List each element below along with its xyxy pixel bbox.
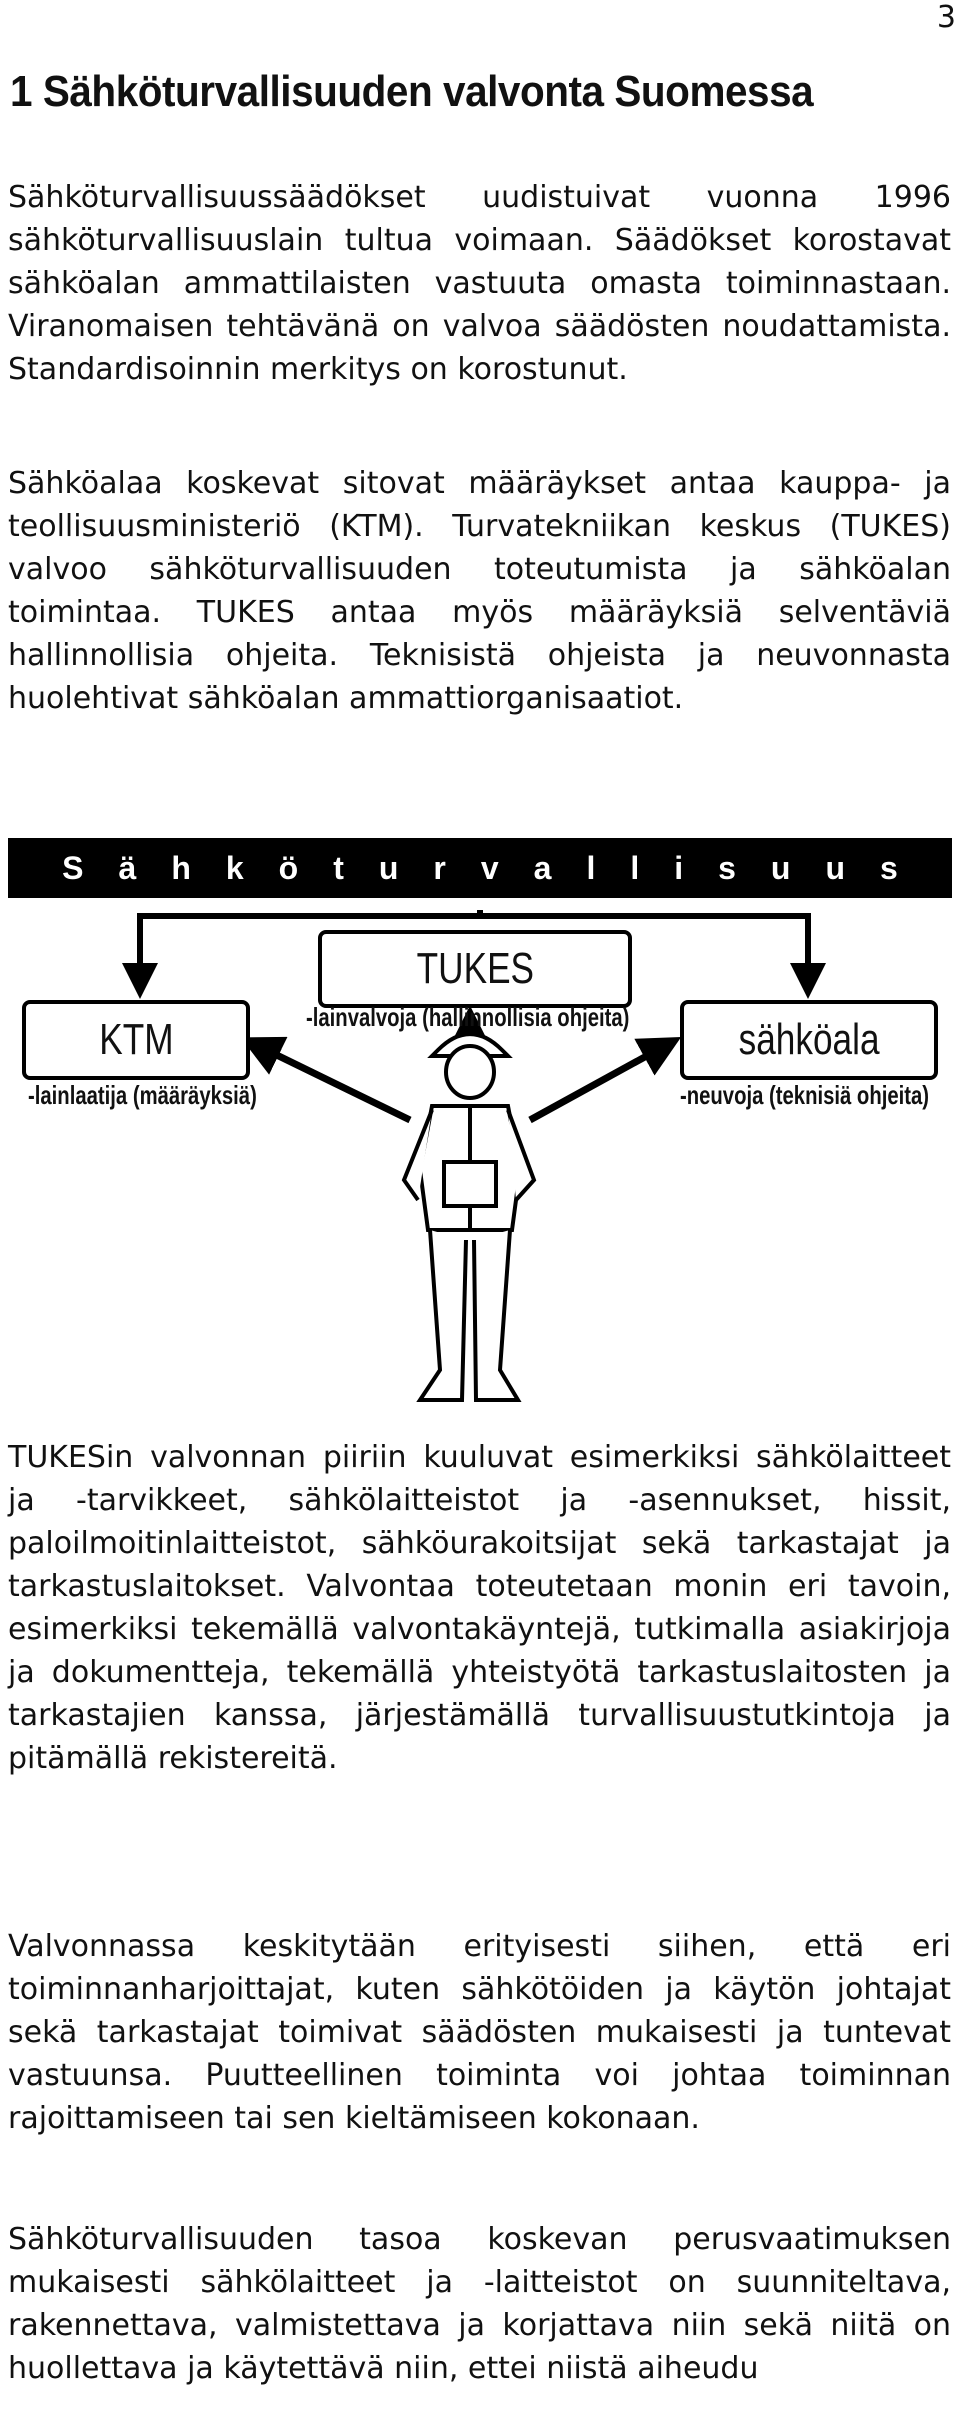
paragraph-supervision-focus: Valvonnassa keskitytään erityisesti siihen, että eri toiminnanharjoittajat, kuten sähkötöiden ja käytön johtajat sekä tarkastajat toimivat säädösten mukaisesti ja tuntevat vastuunsa. Puutteellinen toiminta voi johtaa toiminnan rajoittamiseen tai sen kieltämiseen kokonaan. [8, 1929, 951, 2136]
paragraph-authorities: Sähköalaa koskevat sitovat määräykset antaa kauppa- ja teollisuusministeriö (KTM). Turvatekniikan keskus (TUKES) valvoo sähköturvallisuuden toteutumista ja sähköalan toimintaa. TUKES antaa myös määräyksiä selventäviä hallinnollisia ohjeita. Teknisistä ohjeista ja neuvonnasta huolehtivat sähköalan ammattiorganisaatiot. [8, 466, 951, 716]
diagram-banner: Sähköturvallisuus [8, 838, 952, 898]
arrow-person-ktm [250, 1042, 410, 1120]
paragraph-basic-requirement: Sähköturvallisuuden tasoa koskevan perusvaatimuksen mukaisesti sähkölaitteet ja -laitteistot on suunniteltava, rakennettava, valmistettava ja korjattava niin sekä niitä on huollettava ja käytettävä niin, ettei niistä aiheudu [8, 2222, 951, 2386]
ktm-label: KTM [98, 1015, 174, 1064]
electrical-safety-diagram [0, 900, 960, 1420]
sahkoala-box [680, 1000, 938, 1080]
sahkoala-label: sähköala [738, 1015, 880, 1064]
arrow-person-sahkoala [530, 1042, 672, 1120]
worker-figure [404, 1034, 534, 1400]
sahkoala-role: -neuvoja (teknisiä ohjeita) [680, 1080, 930, 1110]
ktm-role: -lainlaatija (määräyksiä) [28, 1080, 257, 1110]
tukes-box [318, 930, 632, 1008]
page-number: 3 [936, 0, 956, 35]
ktm-box [22, 1000, 250, 1080]
chapter-heading: 1 Sähköturvallisuuden valvonta Suomessa [10, 67, 814, 116]
tukes-role: -lainvalvoja (hallinnollisia ohjeita) [306, 1002, 630, 1032]
tukes-label: TUKES [416, 944, 534, 993]
paragraph-intro: Sähköturvallisuussäädökset uudistuivat vuonna 1996 sähköturvallisuuslain tultua voimaan. Säädökset korostavat sähköalan ammattilaisten vastuuta omasta toiminnastaan. Viranomaisen tehtävänä on valvoa säädösten noudattamista. Standardisoinnin merkitys on korostunut. [8, 180, 951, 387]
paragraph-supervision-scope: TUKESin valvonnan piiriin kuuluvat esimerkiksi sähkölaitteet ja -tarvikkeet, sähkölaitteistot ja -asennukset, hissit, paloilmoitinlaitteistot, sähköurakoitsijat sekä tarkastajat ja tarkastuslaitokset. Valvontaa toteutetaan monin eri tavoin, esimerkiksi tekemällä valvontakäyntejä, tutkimalla asiakirjoja ja dokumentteja, tekemällä yhteistyötä tarkastuslaitosten ja tarkastajien kanssa, järjestämällä turvallisuustutkintoja ja pitämällä rekistereitä. [8, 1440, 951, 1776]
